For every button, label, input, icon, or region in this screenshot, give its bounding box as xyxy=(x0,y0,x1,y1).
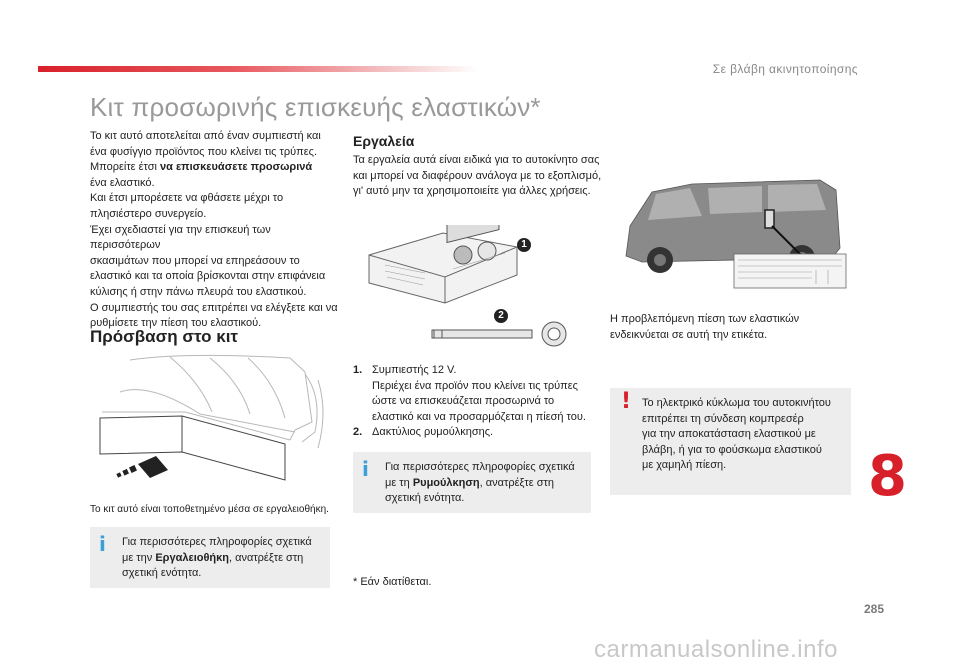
page-title: Κιτ προσωρινής επισκευής ελαστικών* xyxy=(90,92,541,122)
intro-line: πλησιέστερο συνεργείο. xyxy=(90,207,207,220)
callout-1 xyxy=(517,238,531,252)
info-line xyxy=(122,551,320,567)
footnote: * Εάν διατίθεται. xyxy=(353,576,432,588)
warning-icon: ! xyxy=(621,389,632,414)
info-line-text: , ανατρέξτε στη xyxy=(479,476,554,489)
callout-2-label: 2 xyxy=(498,310,504,321)
tools-line: γι' αυτό μην τα χρησιμοποιείτε για άλλες χρήσεις. xyxy=(353,185,591,198)
list-item-text: ελαστικό και να προσαρμόζεται η πίεσή του. xyxy=(372,410,586,423)
towing-eye-illustration xyxy=(430,318,580,348)
tools-intro xyxy=(353,153,603,200)
tools-line: Τα εργαλεία αυτά είναι ειδικά για το αυτοκίνητο σας xyxy=(353,154,600,166)
info-line: Για περισσότερες πληροφορίες σχετικά xyxy=(385,461,575,473)
access-heading: Πρόσβαση στο κιτ xyxy=(90,327,239,346)
info-line xyxy=(385,476,581,492)
list-item-text: ώστε να επισκευάζεται προσωρινά το xyxy=(372,395,555,408)
intro-line: Έχει σχεδιαστεί για την επισκευή των περισσότερων xyxy=(90,223,271,252)
compressor-illustration xyxy=(365,225,535,307)
list-item-text: Δακτύλιος ρυμούλκησης. xyxy=(372,426,494,439)
tools-list-item xyxy=(353,363,593,425)
access-caption: Το κιτ αυτό είναι τοποθετημένο μέσα σε εργαλειοθήκη. xyxy=(90,504,329,515)
warning-text xyxy=(642,396,841,474)
towing-info-box xyxy=(353,452,591,513)
list-item-number: 1. xyxy=(353,364,363,376)
callout-1-label: 1 xyxy=(521,239,527,250)
towing-info-text xyxy=(385,460,581,507)
info-line: Για περισσότερες πληροφορίες σχετικά xyxy=(122,536,312,548)
info-line-text: με τη xyxy=(385,476,413,489)
pressure-line: Η προβλεπόμενη πίεση των ελαστικών xyxy=(610,313,800,325)
section-title: Σε βλάβη ακινητοποίησης xyxy=(712,62,858,76)
info-icon: i xyxy=(99,532,106,556)
intro-line: σκασιμάτων που μπορεί να επηρεάσουν το xyxy=(90,254,300,267)
warning-line: με χαμηλή πίεση. xyxy=(642,459,727,472)
list-item-text: Συμπιεστής 12 V. xyxy=(372,364,457,376)
info-line-text: , ανατρέξτε στη xyxy=(228,551,304,564)
intro-line: ελαστικό και τα οποία βρίσκονται στην επιφάνεια xyxy=(90,270,326,283)
intro-line: Και έτσι μπορέσετε να φθάσετε μέχρι το xyxy=(90,192,284,205)
intro-line: κύλισης ή στην πάνω πλευρά του ελαστικού. xyxy=(90,285,307,298)
seat-toolbox-illustration xyxy=(90,352,335,497)
info-line: σχετική ενότητα. xyxy=(122,567,202,580)
intro-line: ένα ελαστικό. xyxy=(90,176,155,189)
tools-list xyxy=(353,363,593,441)
pressure-label-text xyxy=(610,312,850,343)
warning-line: επιτρέπει τη σύνδεση κομπρεσέρ xyxy=(642,412,804,425)
warning-line: Το ηλεκτρικό κύκλωμα του αυτοκινήτου xyxy=(642,397,831,409)
toolbox-link-text: Εργαλειοθήκη xyxy=(155,551,229,564)
warning-box xyxy=(610,388,851,495)
toolbox-info-box xyxy=(90,527,330,588)
intro-line: Το κιτ αυτό αποτελείται από έναν συμπιεστή και xyxy=(90,130,321,142)
chapter-number: 8 xyxy=(868,444,907,509)
info-line: σχετική ενότητα. xyxy=(385,492,465,505)
tools-heading: Εργαλεία xyxy=(353,133,415,149)
watermark: carmanualsonline.info xyxy=(594,636,838,663)
intro-text xyxy=(90,129,340,332)
intro-line: ρυθμίσετε την πίεση του ελαστικού. xyxy=(90,317,262,330)
towing-link-text: Ρυμούλκηση xyxy=(412,476,480,489)
info-line-text: με την xyxy=(122,551,156,564)
toolbox-info-text xyxy=(122,535,320,582)
list-item-text: Περιέχει ένα προϊόν που κλείνει τις τρύπες xyxy=(372,379,578,392)
page-number: 285 xyxy=(864,602,885,616)
intro-line: ένα φυσίγγιο προϊόντος που κλείνει τις τρύπες. xyxy=(90,145,317,158)
warning-line: βλάβη, ή για το φούσκωμα ελαστικού xyxy=(642,443,822,456)
warning-line: για την αποκατάσταση ελαστικού με xyxy=(642,428,816,441)
tools-line: και μπορεί να διαφέρουν ανάλογα με το εξοπλισμό, xyxy=(353,169,602,182)
van-illustration xyxy=(612,160,852,295)
intro-emphasis: να επισκευάσετε προσωρινά xyxy=(160,161,313,174)
pressure-line: ενδεικνύεται σε αυτή την ετικέτα. xyxy=(610,328,768,341)
tools-list-item xyxy=(353,425,593,441)
info-icon: i xyxy=(362,457,369,481)
intro-line: Ο συμπιεστής του σας επιτρέπει να ελέγξετε και να xyxy=(90,301,338,314)
intro-line-text: Μπορείτε έτσι xyxy=(90,161,161,174)
callout-2 xyxy=(494,309,508,323)
intro-line xyxy=(90,160,340,176)
list-item-number: 2. xyxy=(353,426,363,439)
header-accent-bar xyxy=(38,66,478,72)
